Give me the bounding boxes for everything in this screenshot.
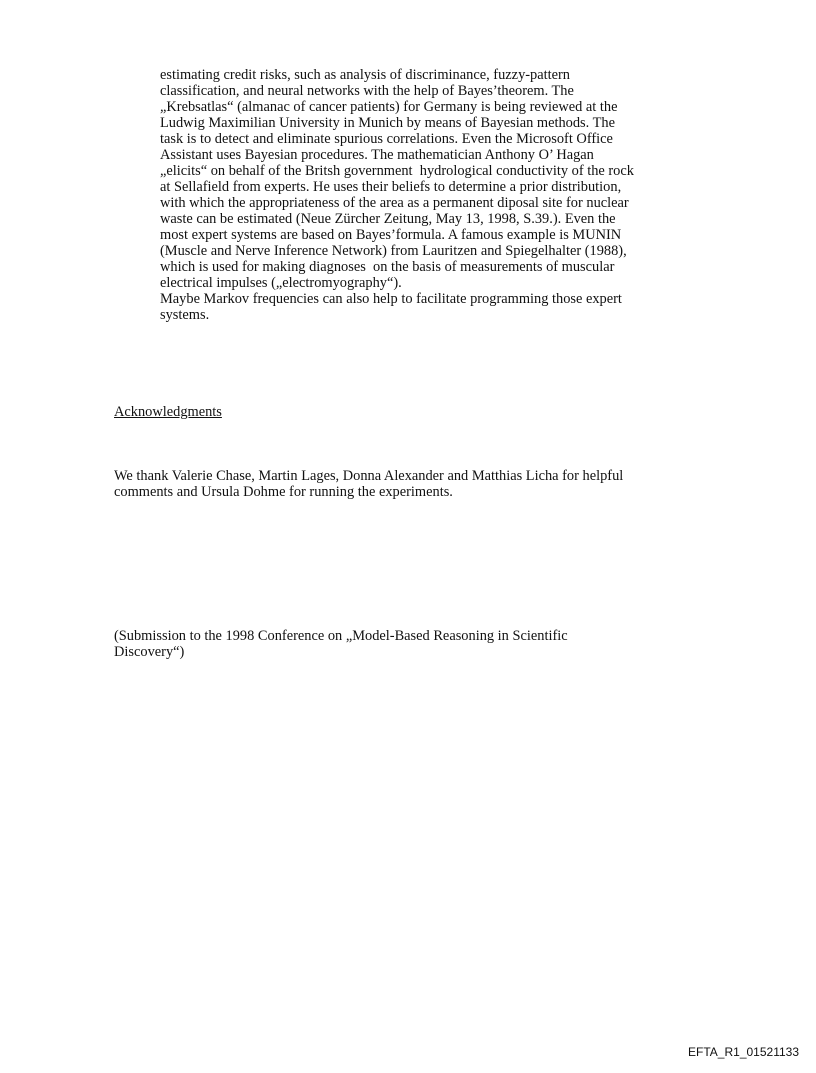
acknowledgments-heading: Acknowledgments bbox=[114, 404, 222, 420]
submission-line: Discovery“) bbox=[114, 644, 185, 660]
acknowledgments-line: comments and Ursula Dohme for running the experiments. bbox=[114, 484, 453, 500]
body-line: „Krebsatlas“ (almanac of cancer patients) for Germany is being reviewed at the bbox=[160, 99, 618, 115]
acknowledgments-line: We thank Valerie Chase, Martin Lages, Donna Alexander and Matthias Licha for helpful bbox=[114, 468, 624, 484]
body-line: classification, and neural networks with the help of Bayes’theorem. The bbox=[160, 83, 574, 99]
body-line: Ludwig Maximilian University in Munich by means of Bayesian methods. The bbox=[160, 115, 615, 131]
body-line: (Muscle and Nerve Inference Network) from Lauritzen and Spiegelhalter (1988), bbox=[160, 243, 627, 259]
submission-line: (Submission to the 1998 Conference on „Model-Based Reasoning in Scientific bbox=[114, 628, 568, 644]
body-line: with which the appropriateness of the area as a permanent diposal site for nuclear bbox=[160, 195, 629, 211]
acknowledgments-paragraph bbox=[114, 468, 714, 500]
body-line: Maybe Markov frequencies can also help to facilitate programming those expert bbox=[160, 291, 622, 307]
body-line: Assistant uses Bayesian procedures. The mathematician Anthony O’ Hagan bbox=[160, 147, 594, 163]
body-line: which is used for making diagnoses on the basis of measurements of muscular bbox=[160, 259, 615, 275]
body-line: most expert systems are based on Bayes’formula. A famous example is MUNIN bbox=[160, 227, 622, 243]
body-line: „elicits“ on behalf of the Britsh government hydrological conductivity of the rock bbox=[160, 163, 634, 179]
body-line: task is to detect and eliminate spurious correlations. Even the Microsoft Office bbox=[160, 131, 613, 147]
body-paragraph bbox=[160, 67, 700, 323]
body-line: estimating credit risks, such as analysis of discriminance, fuzzy-pattern bbox=[160, 67, 571, 83]
body-line: at Sellafield from experts. He uses their beliefs to determine a prior distribution, bbox=[160, 179, 622, 195]
body-line: waste can be estimated (Neue Zürcher Zeitung, May 13, 1998, S.39.). Even the bbox=[160, 211, 616, 227]
body-line: electrical impulses („electromyography“). bbox=[160, 275, 402, 291]
body-line: systems. bbox=[160, 307, 210, 323]
submission-note bbox=[114, 628, 714, 660]
document-id-stamp: EFTA_R1_01521133 bbox=[688, 1045, 799, 1059]
